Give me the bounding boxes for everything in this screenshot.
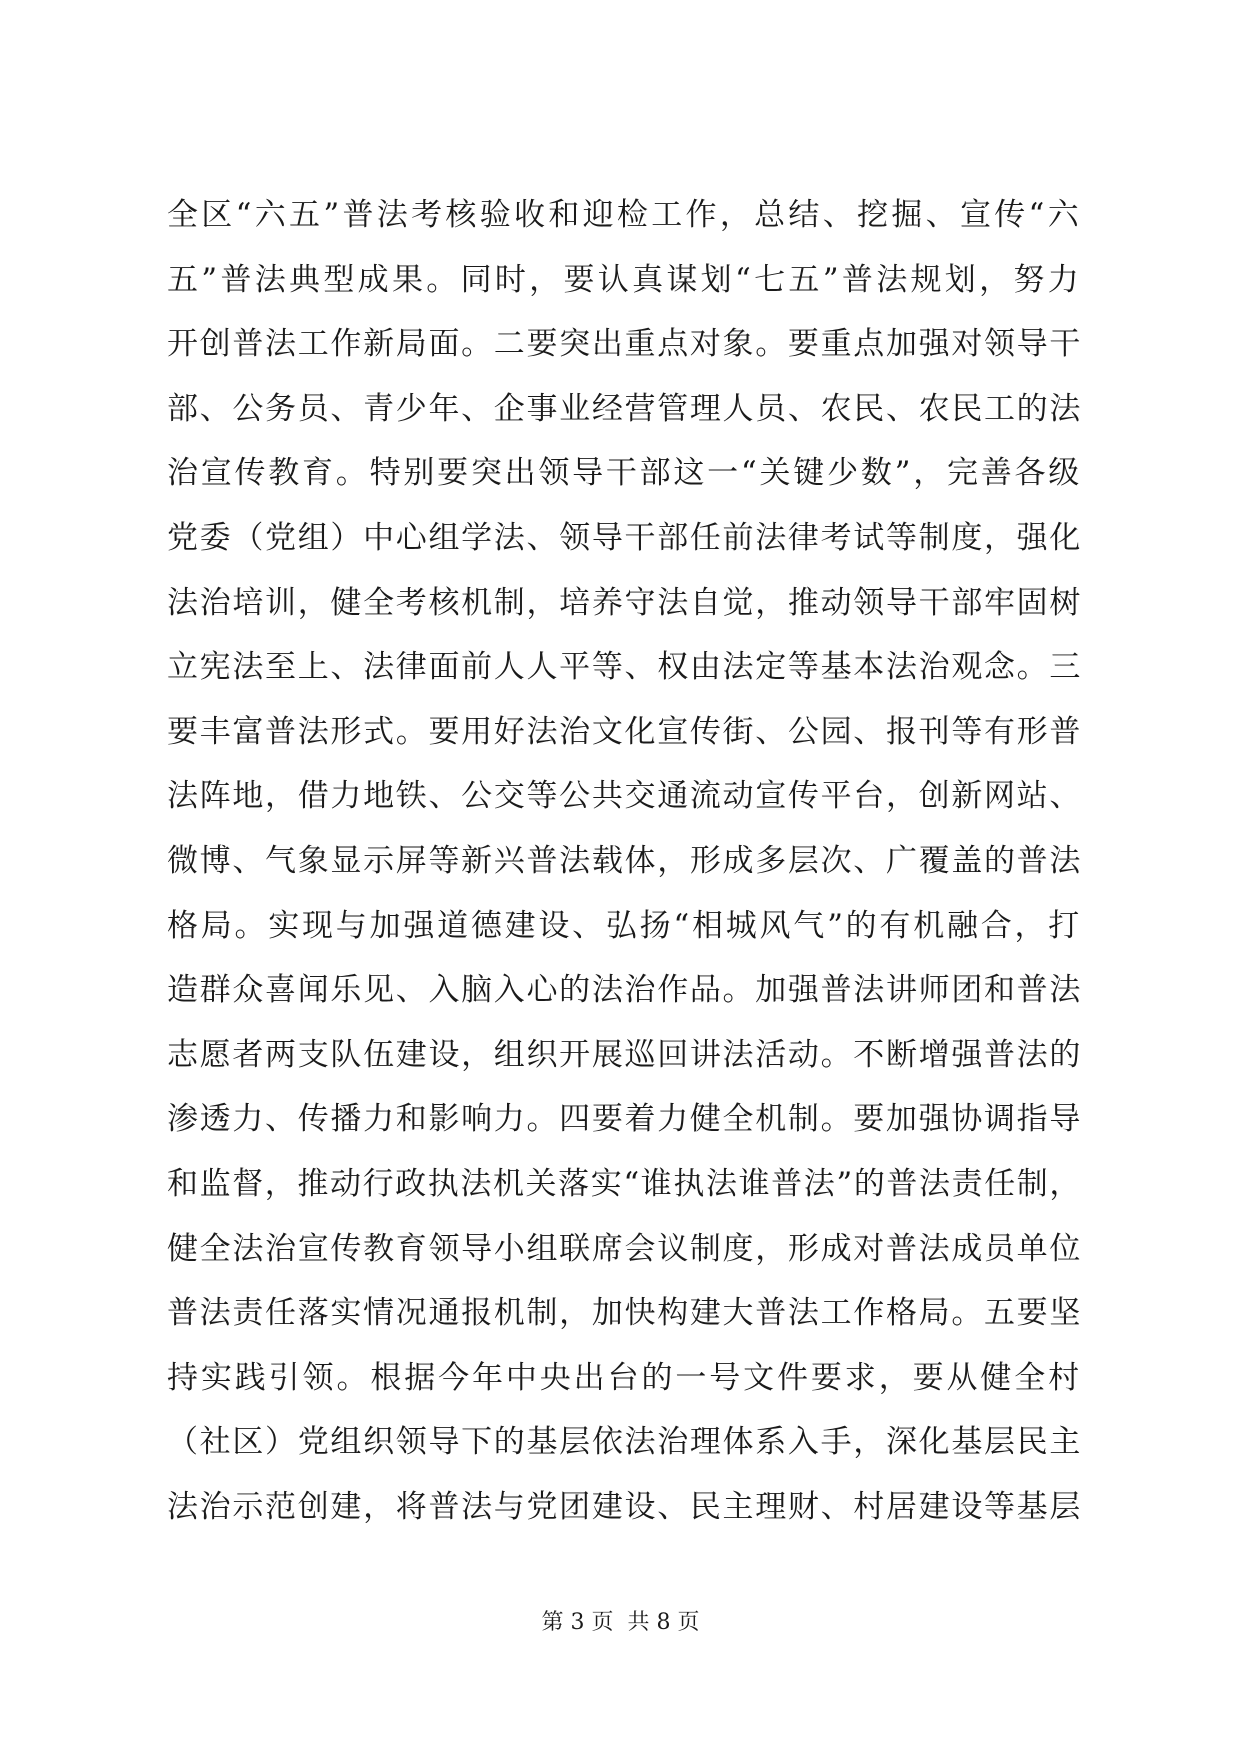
text-line: 立宪法至上、法律面前人人平等、权由法定等基本法治观念。三 bbox=[167, 649, 1083, 686]
text-line: 法阵地，借力地铁、公交等公共交通流动宣传平台，创新网站、 bbox=[167, 778, 1083, 815]
text-line: 造群众喜闻乐见、入脑入心的法治作品。加强普法讲师团和普法 bbox=[167, 972, 1083, 1009]
text-line: 全区“六五”普法考核验收和迎检工作，总结、挖掘、宣传“六 bbox=[167, 197, 1082, 233]
text-line: 法治培训，健全考核机制，培养守法自觉，推动领导干部牢固树 bbox=[167, 584, 1083, 621]
text-line: 开创普法工作新局面。二要突出重点对象。要重点加强对领导干 bbox=[167, 326, 1083, 363]
page-number-footer: 第 3 页 共 8 页 bbox=[541, 1610, 700, 1635]
text-line: 微博、气象显示屏等新兴普法载体，形成多层次、广覆盖的普法 bbox=[167, 842, 1083, 879]
text-line: 渗透力、传播力和影响力。四要着力健全机制。要加强协调指导 bbox=[167, 1101, 1083, 1138]
text-line: 五”普法典型成果。同时，要认真谋划“七五”普法规划，努力 bbox=[167, 261, 1082, 298]
body-paragraph bbox=[167, 183, 1082, 1539]
text-line: 和监督，推动行政执法机关落实“谁执法谁普法”的普法责任制， bbox=[167, 1165, 1082, 1202]
text-line: （社区）党组织领导下的基层依法治理体系入手，深化基层民主 bbox=[167, 1424, 1083, 1461]
text-line: 法治示范创建，将普法与党团建设、民主理财、村居建设等基层 bbox=[167, 1488, 1083, 1525]
text-line: 党委（党组）中心组学法、领导干部任前法律考试等制度，强化 bbox=[167, 519, 1083, 556]
text-line: 要丰富普法形式。要用好法治文化宣传街、公园、报刊等有形普 bbox=[167, 713, 1083, 750]
text-line: 健全法治宣传教育领导小组联席会议制度，形成对普法成员单位 bbox=[167, 1230, 1083, 1267]
text-line: 格局。实现与加强道德建设、弘扬“相城风气”的有机融合，打 bbox=[167, 907, 1082, 944]
text-line: 普法责任落实情况通报机制，加快构建大普法工作格局。五要坚 bbox=[167, 1295, 1083, 1332]
text-line: 部、公务员、青少年、企事业经营管理人员、农民、农民工的法 bbox=[167, 390, 1083, 427]
text-line: 治宣传教育。特别要突出领导干部这一“关键少数”，完善各级 bbox=[167, 455, 1082, 492]
text-line: 志愿者两支队伍建设，组织开展巡回讲法活动。不断增强普法的 bbox=[167, 1036, 1083, 1073]
text-line: 持实践引领。根据今年中央出台的一号文件要求，要从健全村 bbox=[167, 1359, 1083, 1396]
